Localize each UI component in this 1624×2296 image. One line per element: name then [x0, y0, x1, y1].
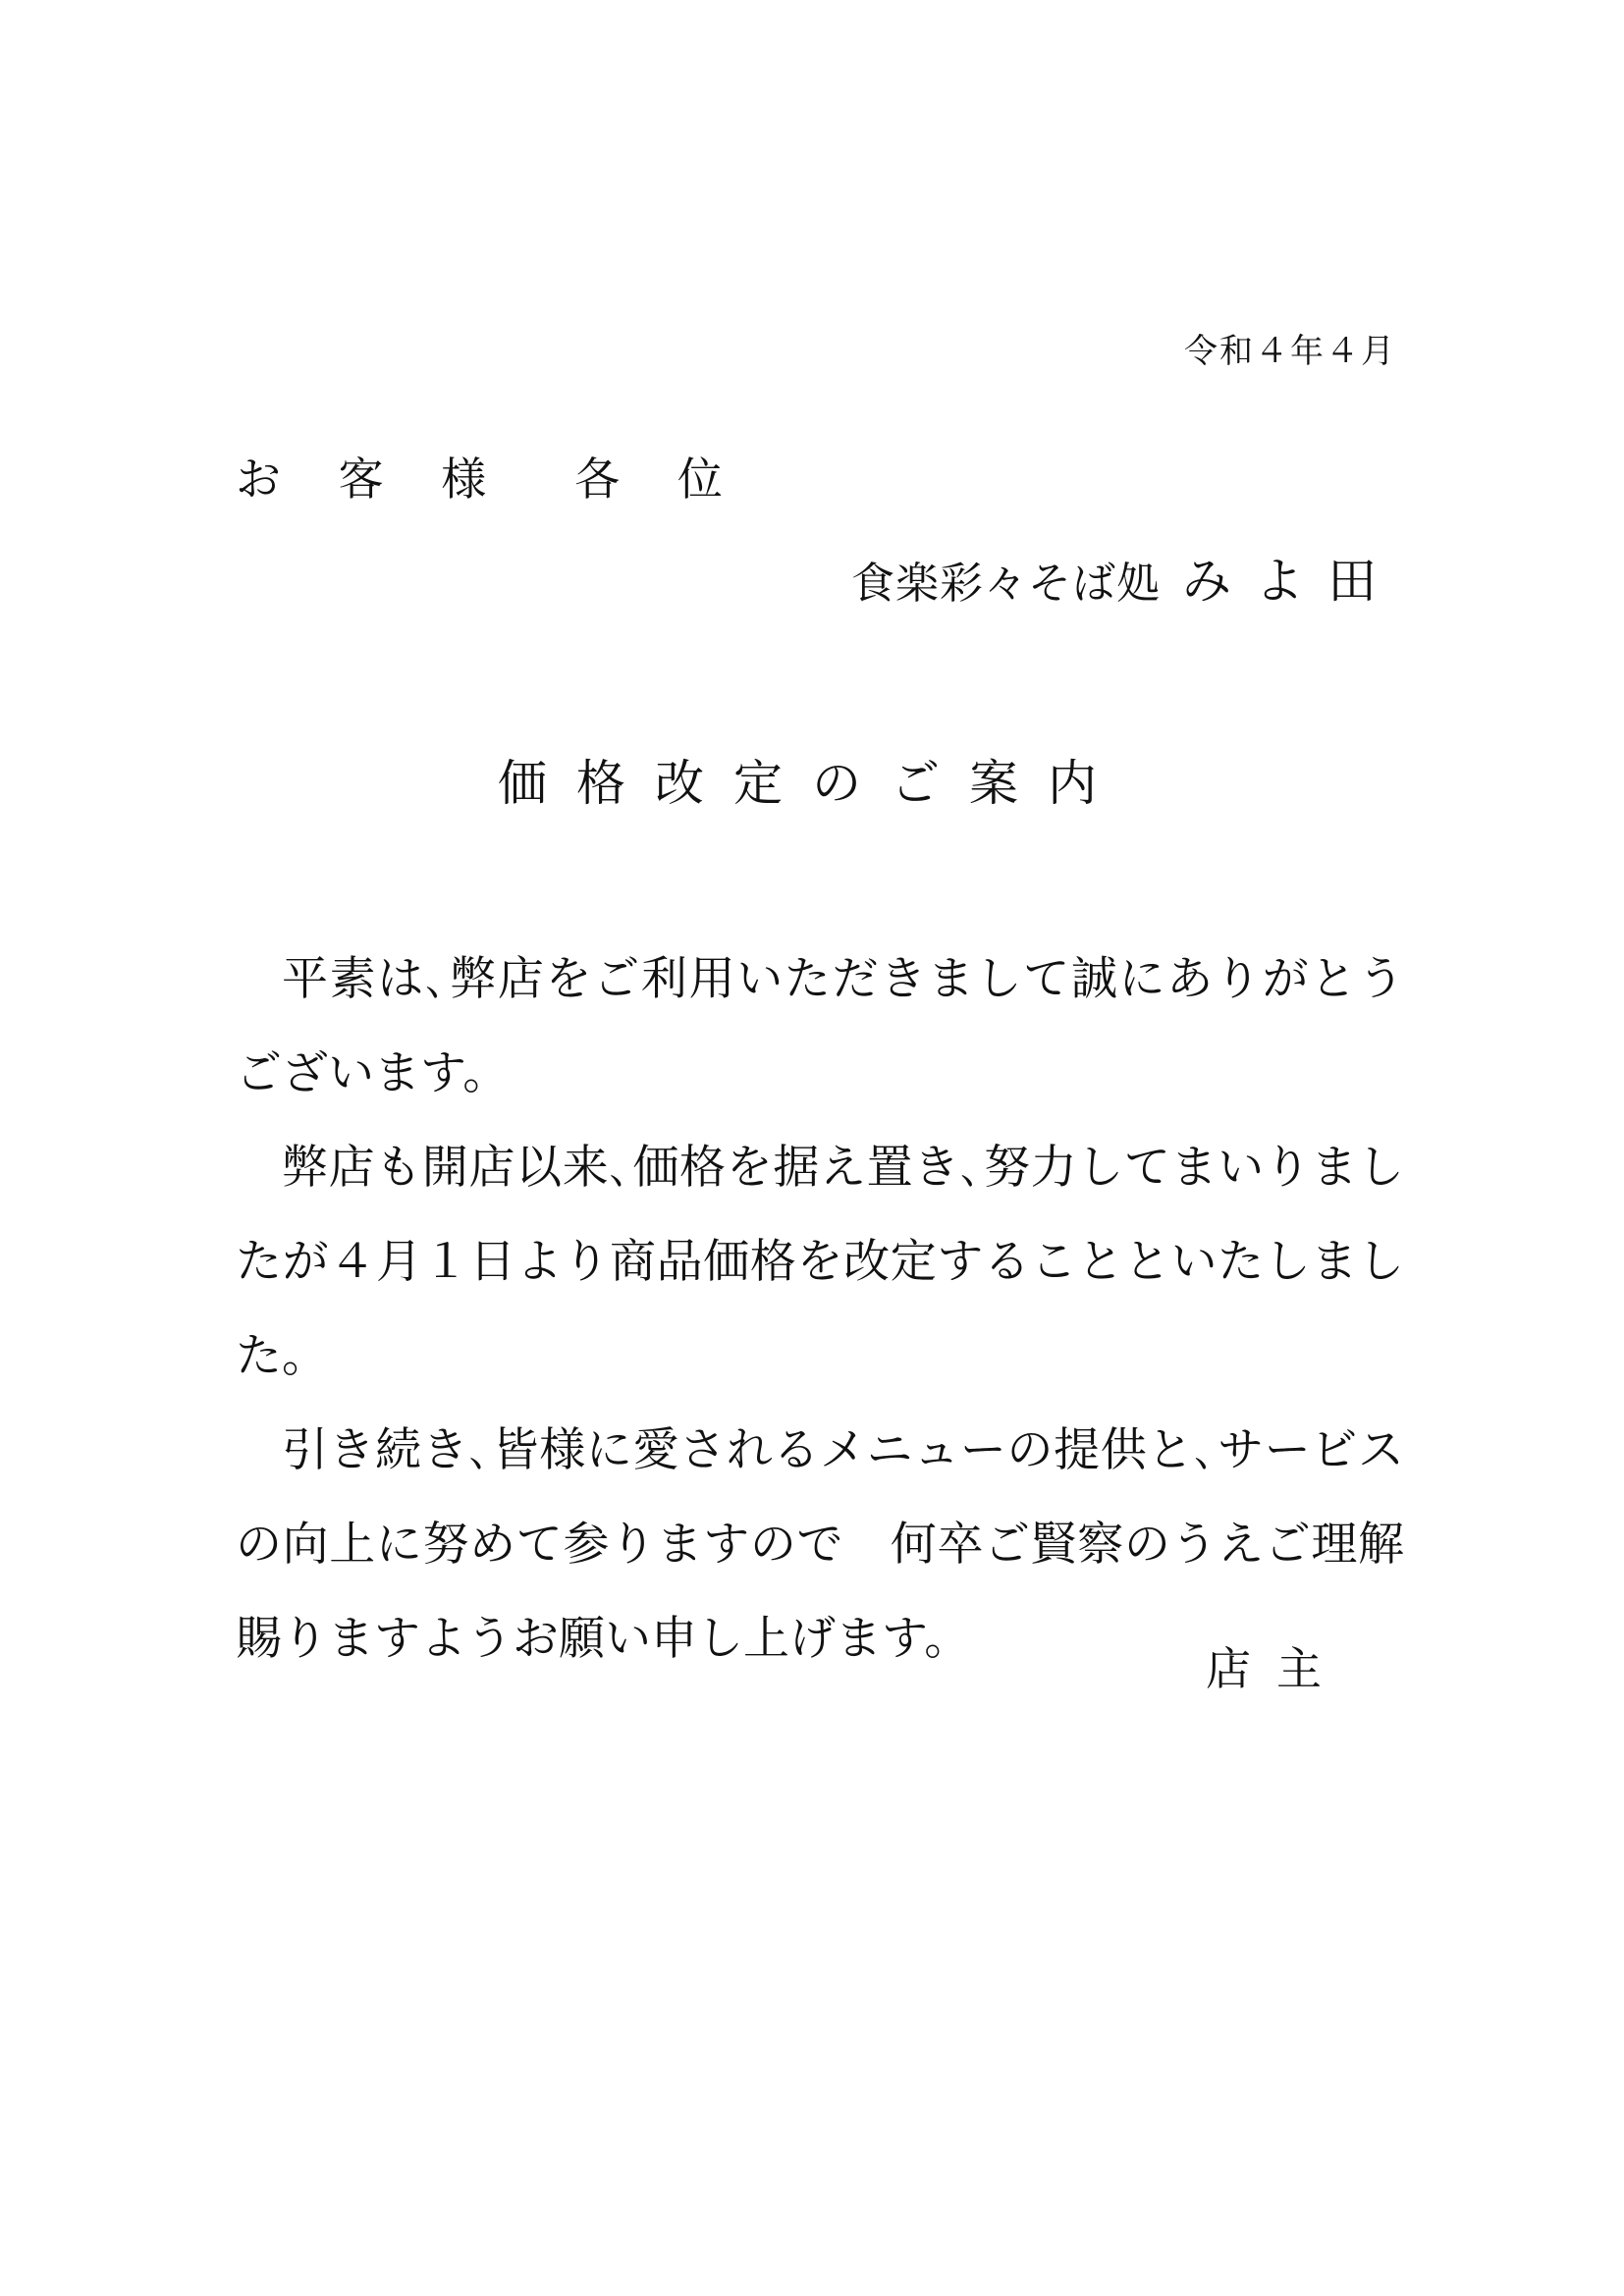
- sender-shop-name: みよ田: [1182, 553, 1400, 610]
- sender-block: [851, 542, 1400, 613]
- issue-date: 令和４年４月: [1184, 332, 1396, 371]
- sender-store-name: 食楽彩々そば処: [851, 559, 1161, 609]
- body-paragraph: 引き続き､皆様に愛されるメニューの提供と､サービスの向上に努めて参りますので 何卒ご賢察のうえご理解賜りますようお願い申し上げます。: [236, 1423, 1404, 1666]
- letter-body: [236, 933, 1404, 1686]
- body-paragraph: 平素は､弊店をご利用いただきまして誠にありがとうございます。: [236, 952, 1404, 1100]
- recipient-line: お 客 様 各 位: [236, 453, 744, 506]
- document-title: 価格改定のご案内: [498, 755, 1126, 812]
- body-paragraph: 弊店も開店以来､価格を据え置き､努力してまいりましたが４月１日より商品価格を改定することといたしました。: [236, 1141, 1404, 1383]
- signature-owner: 店主: [1206, 1642, 1347, 1695]
